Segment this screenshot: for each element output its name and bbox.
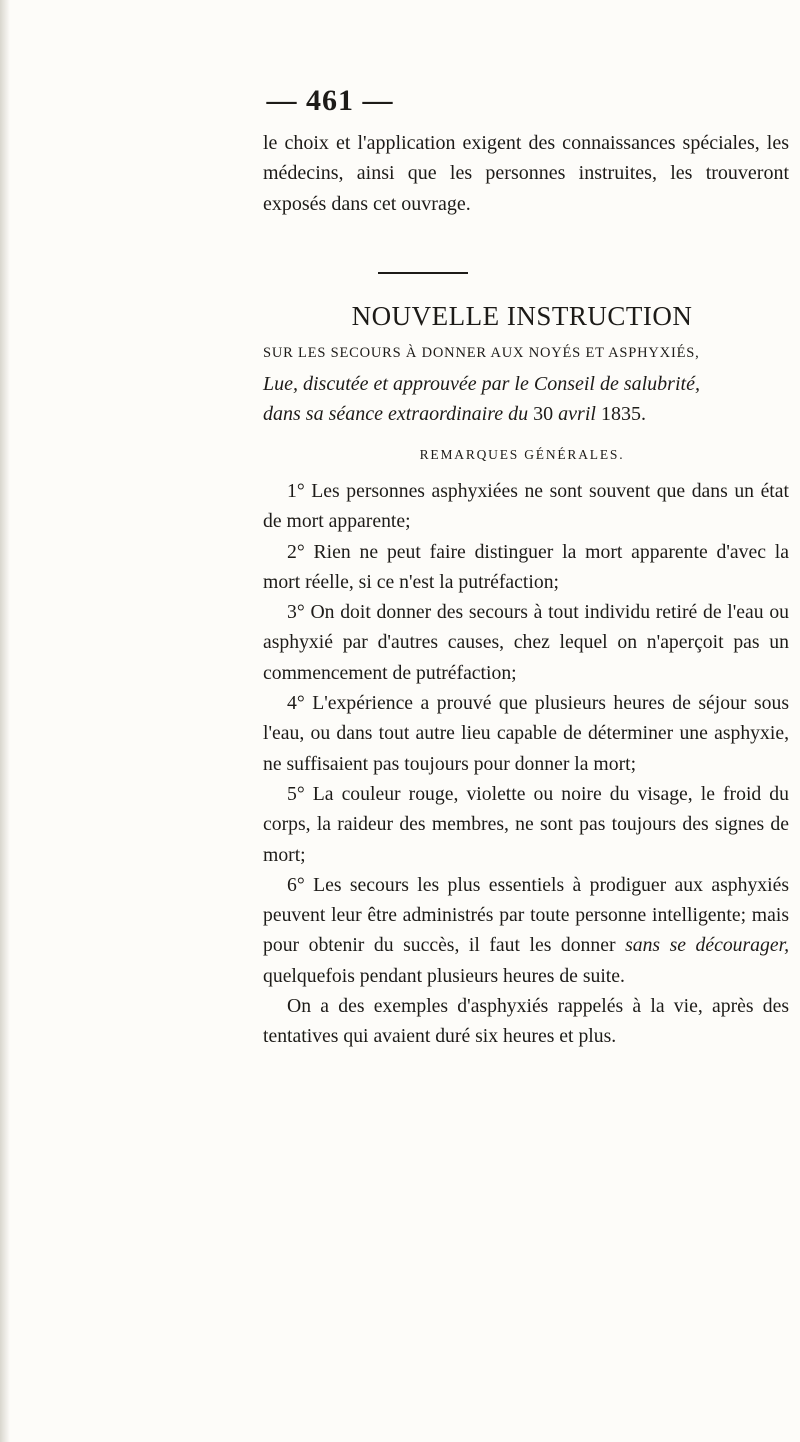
remark-item-1: [263, 476, 789, 537]
remark-item-6: [263, 870, 789, 991]
remark-number: 4°: [287, 692, 305, 715]
remark-number: 5°: [287, 782, 305, 805]
intro-paragraph: [263, 128, 789, 219]
remarks-list: [263, 476, 789, 1052]
remark-text-end: quelquefois pendant plusieurs heures de suite.: [263, 964, 625, 987]
remarks-title: REMARQUES GÉNÉRALES.: [419, 447, 625, 462]
remark-item-3: [263, 597, 789, 688]
remark-number: 3°: [287, 601, 305, 624]
section-subheading: SUR LES SECOURS À DONNER AUX NOYÉS ET ASPHYXIÉS,: [263, 345, 700, 361]
remark-number: 1°: [287, 480, 305, 502]
approval-statement: [263, 369, 789, 429]
remark-item-4: [263, 688, 789, 779]
remark-text: Les personnes asphyxiées ne sont souvent que dans un état de mort apparente;: [263, 480, 789, 533]
remark-item-2: [263, 537, 789, 598]
remark-text: L'expérience a prouvé que plusieurs heures de séjour sous l'eau, ou dans tout autre lieu capable de déterminer une asphyxie, ne suffisaient pas toujours pour donner la mort;: [263, 692, 789, 775]
section-divider: [378, 272, 468, 274]
approval-line-1: Lue, discutée et approuvée par le Conseil de salubrité,: [263, 373, 700, 395]
page-number: — 461 —: [266, 84, 394, 117]
approval-middle: dans sa séance extraordinaire du: [263, 403, 529, 425]
approval-line-2: [263, 399, 789, 429]
remark-number: 2°: [287, 540, 305, 563]
remark-item-5: [263, 779, 789, 870]
remark-text: Les secours les plus essentiels à prodiguer aux asphyxiés peuvent leur être administrés par toute personne intelligente; mais pour obtenir du succès, il faut les donner: [263, 873, 789, 957]
approval-day: 30: [533, 403, 554, 425]
remark-number: 6°: [287, 873, 305, 896]
remark-text: On doit donner des secours à tout individu retiré de l'eau ou asphyxié par d'autres causes, chez lequel on n'aperçoit pas un commencement de putréfaction;: [263, 601, 790, 684]
intro-text: le choix et l'application exigent des connaissances spéciales, les médecins, ainsi que les personnes instruites, les trouveront exposés dans cet ouvrage.: [263, 132, 789, 215]
remarks-closing: On a des exemples d'asphyxiés rappelés à la vie, après des tentatives qui avaient duré six heures et plus.: [263, 995, 789, 1048]
approval-month: avril: [558, 403, 596, 425]
remark-text: Rien ne peut faire distinguer la mort apparente d'avec la mort réelle, si ce n'est la putréfaction;: [263, 540, 789, 593]
approval-year: 1835.: [600, 403, 646, 425]
remark-text: La couleur rouge, violette ou noire du visage, le froid du corps, la raideur des membres, ne sont pas toujours des signes de mort;: [263, 782, 789, 866]
section-heading: NOUVELLE INSTRUCTION: [351, 301, 693, 331]
remark-emphasis: sans se décourager,: [625, 934, 789, 957]
page-gutter-shadow: [0, 0, 10, 1442]
